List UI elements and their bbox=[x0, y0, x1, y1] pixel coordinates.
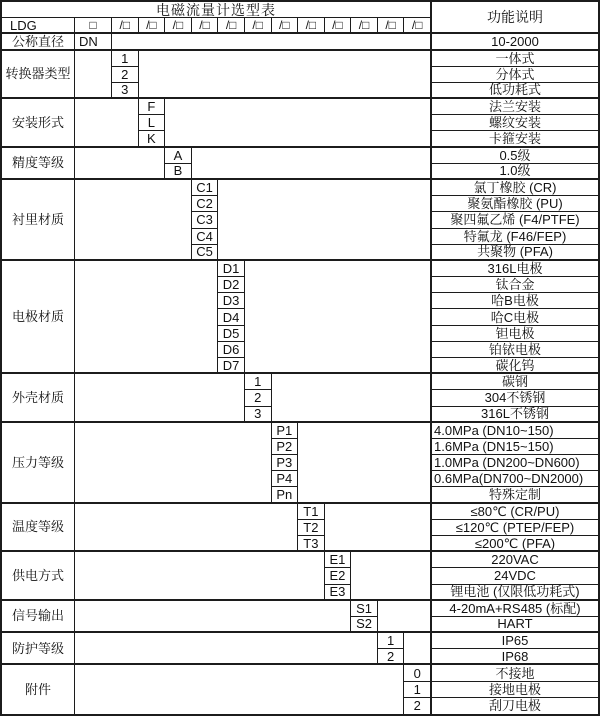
code-cell: E1 bbox=[325, 552, 352, 568]
spacer-cell bbox=[75, 601, 351, 633]
spacer-cell bbox=[378, 601, 431, 633]
option-box-cell: /□ bbox=[192, 18, 219, 34]
section-label: 防护等级 bbox=[2, 633, 75, 665]
code-cell: 2 bbox=[378, 649, 405, 665]
option-box-cell: /□ bbox=[139, 18, 166, 34]
code-cell: S1 bbox=[351, 601, 378, 617]
code-cell: 1 bbox=[404, 682, 431, 698]
section-label: 信号输出 bbox=[2, 601, 75, 633]
function-cell: 共聚物 (PFA) bbox=[431, 245, 598, 261]
code-cell: D2 bbox=[218, 277, 245, 293]
function-cell: 1.0MPa (DN200~DN600) bbox=[431, 455, 598, 471]
code-cell: D1 bbox=[218, 261, 245, 277]
function-cell: 碳化钨 bbox=[431, 358, 598, 374]
code-cell: T1 bbox=[298, 504, 325, 520]
function-cell: 不接地 bbox=[431, 665, 598, 681]
spacer-cell bbox=[218, 180, 431, 261]
function-cell: HART bbox=[431, 617, 598, 633]
function-cell: 一体式 bbox=[431, 51, 598, 67]
code-cell: D7 bbox=[218, 358, 245, 374]
function-cell: 钽电极 bbox=[431, 326, 598, 342]
function-cell: 316L不锈钢 bbox=[431, 407, 598, 423]
option-box-cell: /□ bbox=[404, 18, 431, 34]
function-cell: 聚四氟乙烯 (F4/PTFE) bbox=[431, 212, 598, 228]
function-cell: 0.6MPa(DN700~DN2000) bbox=[431, 471, 598, 487]
code-cell: D6 bbox=[218, 342, 245, 358]
code-cell: C1 bbox=[192, 180, 219, 196]
section-label: 精度等级 bbox=[2, 148, 75, 180]
section-label: 附件 bbox=[2, 665, 75, 714]
function-cell: 钛合金 bbox=[431, 277, 598, 293]
spacer-cell bbox=[75, 51, 112, 100]
code-cell: 1 bbox=[378, 633, 405, 649]
function-cell: ≤120℃ (PTEP/FEP) bbox=[431, 520, 598, 536]
section-label: 公称直径 bbox=[2, 34, 75, 50]
spacer-cell bbox=[75, 633, 378, 665]
function-cell: 24VDC bbox=[431, 568, 598, 584]
spacer-cell bbox=[165, 99, 431, 148]
function-cell: 特殊定制 bbox=[431, 487, 598, 503]
code-cell: T3 bbox=[298, 536, 325, 552]
option-box-cell: /□ bbox=[272, 18, 299, 34]
function-cell: 哈C电极 bbox=[431, 309, 598, 325]
option-box-cell: /□ bbox=[245, 18, 272, 34]
code-cell: Pn bbox=[272, 487, 299, 503]
function-cell: ≤80℃ (CR/PU) bbox=[431, 504, 598, 520]
code-cell: P4 bbox=[272, 471, 299, 487]
code-cell: 1 bbox=[112, 51, 139, 67]
function-cell: ≤200℃ (PFA) bbox=[431, 536, 598, 552]
function-cell: IP65 bbox=[431, 633, 598, 649]
code-cell: A bbox=[165, 148, 192, 164]
spacer-cell bbox=[75, 504, 298, 553]
spacer-cell bbox=[245, 261, 431, 374]
function-cell: 316L电极 bbox=[431, 261, 598, 277]
dn-box-cell: □ bbox=[75, 18, 112, 34]
option-box-cell: /□ bbox=[112, 18, 139, 34]
spacer-cell bbox=[139, 51, 431, 100]
function-column-header: 功能说明 bbox=[431, 2, 598, 34]
option-box-cell: /□ bbox=[298, 18, 325, 34]
function-cell: 刮刀电极 bbox=[431, 698, 598, 714]
spacer-cell bbox=[75, 374, 245, 423]
code-cell: 3 bbox=[112, 83, 139, 99]
function-cell: 卡箍安装 bbox=[431, 131, 598, 147]
function-cell: 304不锈钢 bbox=[431, 390, 598, 406]
spacer-cell bbox=[298, 423, 431, 504]
function-cell: 4.0MPa (DN10~150) bbox=[431, 423, 598, 439]
code-cell: D3 bbox=[218, 293, 245, 309]
function-cell: 碳钢 bbox=[431, 374, 598, 390]
model-prefix-cell: LDG bbox=[2, 18, 75, 34]
section-label: 转换器类型 bbox=[2, 51, 75, 100]
function-cell: 螺纹安装 bbox=[431, 115, 598, 131]
code-cell: 2 bbox=[112, 67, 139, 83]
function-cell: IP68 bbox=[431, 649, 598, 665]
option-box-cell: /□ bbox=[165, 18, 192, 34]
spacer-cell bbox=[351, 552, 431, 601]
code-cell: T2 bbox=[298, 520, 325, 536]
spacer-cell bbox=[75, 148, 165, 180]
code-cell: DN bbox=[75, 34, 112, 50]
option-box-cell: /□ bbox=[378, 18, 405, 34]
code-cell: B bbox=[165, 164, 192, 180]
spacer-cell bbox=[404, 633, 431, 665]
spacer-cell bbox=[75, 180, 192, 261]
code-cell: 0 bbox=[404, 665, 431, 681]
spacer-cell bbox=[325, 504, 431, 553]
spacer-cell bbox=[75, 665, 404, 714]
section-label: 外壳材质 bbox=[2, 374, 75, 423]
function-cell: 铂铱电极 bbox=[431, 342, 598, 358]
code-cell: C2 bbox=[192, 196, 219, 212]
code-cell: C5 bbox=[192, 245, 219, 261]
function-cell: 哈B电极 bbox=[431, 293, 598, 309]
spacer-cell bbox=[75, 99, 139, 148]
function-cell: 接地电极 bbox=[431, 682, 598, 698]
function-cell: 220VAC bbox=[431, 552, 598, 568]
function-cell: 聚氨酯橡胶 (PU) bbox=[431, 196, 598, 212]
code-cell: L bbox=[139, 115, 166, 131]
function-cell: 氯丁橡胶 (CR) bbox=[431, 180, 598, 196]
spacer-cell bbox=[75, 261, 218, 374]
code-cell: S2 bbox=[351, 617, 378, 633]
code-cell: C4 bbox=[192, 229, 219, 245]
function-cell: 低功耗式 bbox=[431, 83, 598, 99]
function-cell: 1.6MPa (DN15~150) bbox=[431, 439, 598, 455]
function-cell: 10-2000 bbox=[431, 34, 598, 50]
spacer-cell bbox=[112, 34, 431, 50]
function-cell: 法兰安装 bbox=[431, 99, 598, 115]
code-cell: D5 bbox=[218, 326, 245, 342]
code-cell: E3 bbox=[325, 585, 352, 601]
code-cell: F bbox=[139, 99, 166, 115]
code-cell: D4 bbox=[218, 309, 245, 325]
function-cell: 0.5级 bbox=[431, 148, 598, 164]
code-cell: 2 bbox=[404, 698, 431, 714]
code-cell: P1 bbox=[272, 423, 299, 439]
code-cell: K bbox=[139, 131, 166, 147]
spacer-cell bbox=[75, 423, 272, 504]
section-label: 衬里材质 bbox=[2, 180, 75, 261]
code-cell: P2 bbox=[272, 439, 299, 455]
function-cell: 分体式 bbox=[431, 67, 598, 83]
code-cell: C3 bbox=[192, 212, 219, 228]
section-label: 供电方式 bbox=[2, 552, 75, 601]
function-cell: 1.0级 bbox=[431, 164, 598, 180]
section-label: 压力等级 bbox=[2, 423, 75, 504]
function-cell: 4-20mA+RS485 (标配) bbox=[431, 601, 598, 617]
section-label: 温度等级 bbox=[2, 504, 75, 553]
option-box-cell: /□ bbox=[325, 18, 352, 34]
code-cell: 3 bbox=[245, 407, 272, 423]
code-cell: E2 bbox=[325, 568, 352, 584]
spacer-cell bbox=[272, 374, 432, 423]
option-box-cell: /□ bbox=[218, 18, 245, 34]
spacer-cell bbox=[75, 552, 325, 601]
code-cell: 1 bbox=[245, 374, 272, 390]
spacer-cell bbox=[192, 148, 431, 180]
section-label: 电极材质 bbox=[2, 261, 75, 374]
function-cell: 锂电池 (仅限低功耗式) bbox=[431, 585, 598, 601]
option-box-cell: /□ bbox=[351, 18, 378, 34]
section-label: 安装形式 bbox=[2, 99, 75, 148]
code-cell: P3 bbox=[272, 455, 299, 471]
code-cell: 2 bbox=[245, 390, 272, 406]
function-cell: 特氟龙 (F46/FEP) bbox=[431, 229, 598, 245]
table-title: 电磁流量计选型表 bbox=[2, 2, 431, 18]
